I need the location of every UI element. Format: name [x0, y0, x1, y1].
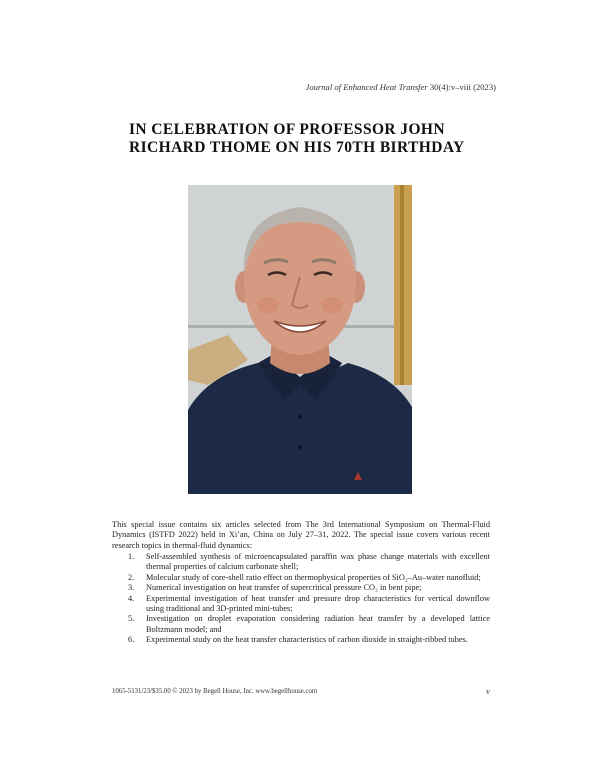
- list-text: Molecular study of core-shell ratio effect on thermophysical properties of SiO₂–Au–water nanofluid;: [146, 572, 481, 582]
- journal-citation: 30(4):v–viii (2023): [429, 82, 496, 92]
- left-cheek: [257, 297, 279, 313]
- footer-imprint: 1065-5131/23/$35.00 © 2023 by Begell House, Inc. www.begellhouse.com: [112, 688, 318, 695]
- list-number: 1.: [128, 552, 135, 561]
- list-text: Self-assembled synthesis of microencapsulated paraffin wax phase change materials with excellent thermal properties of calcium carbonate shell;: [146, 552, 490, 572]
- list-number: 2.: [128, 572, 135, 582]
- shirt-button: [298, 445, 302, 449]
- list-item: [112, 594, 490, 615]
- list-number: 3.: [128, 583, 135, 593]
- list-item: [112, 583, 490, 593]
- portrait-illustration: [188, 185, 412, 494]
- list-item: [112, 573, 490, 583]
- door-edge: [400, 185, 404, 385]
- list-item: [112, 635, 490, 645]
- page-number: v: [486, 687, 490, 696]
- list-text: Experimental study on the heat transfer characteristics of carbon dioxide in straight-ribbed tubes.: [146, 635, 468, 645]
- list-number: 6.: [128, 635, 135, 645]
- journal-name: Journal of Enhanced Heat Transfer: [305, 82, 428, 92]
- article-title: [129, 121, 509, 157]
- list-number: 5.: [128, 614, 135, 624]
- topics-list: [112, 552, 490, 646]
- title-line-2: RICHARD THOME ON HIS 70TH BIRTHDAY: [129, 139, 465, 156]
- list-item: [112, 614, 490, 635]
- portrait-photo: [188, 185, 412, 494]
- shirt-button: [298, 415, 302, 419]
- list-number: 4.: [128, 593, 135, 603]
- title-line-1: IN CELEBRATION OF PROFESSOR JOHN: [129, 121, 445, 138]
- running-header: [306, 82, 497, 92]
- list-text: Numerical investigation on heat transfer of supercritical pressure CO₂ in bent pipe;: [146, 583, 422, 593]
- intro-paragraph: This special issue contains six articles selected from The 3rd International Symposium on Thermal-Fluid Dynamics (ISTFD 2022) held in Xi’an, China on July 27–31, 2022. The special issue covers various recent research topics in thermal-fluid dynamics:: [112, 520, 490, 550]
- page-footer: [112, 688, 490, 695]
- list-text: Investigation on droplet evaporation considering radiation heat transfer by a developed lattice Boltzmann model; and: [146, 614, 490, 634]
- list-item: [112, 552, 490, 573]
- right-cheek: [321, 297, 343, 313]
- list-text: Experimental investigation of heat transfer and pressure drop characteristics for vertical downflow using traditional and 3D-printed mini-tubes;: [146, 593, 490, 614]
